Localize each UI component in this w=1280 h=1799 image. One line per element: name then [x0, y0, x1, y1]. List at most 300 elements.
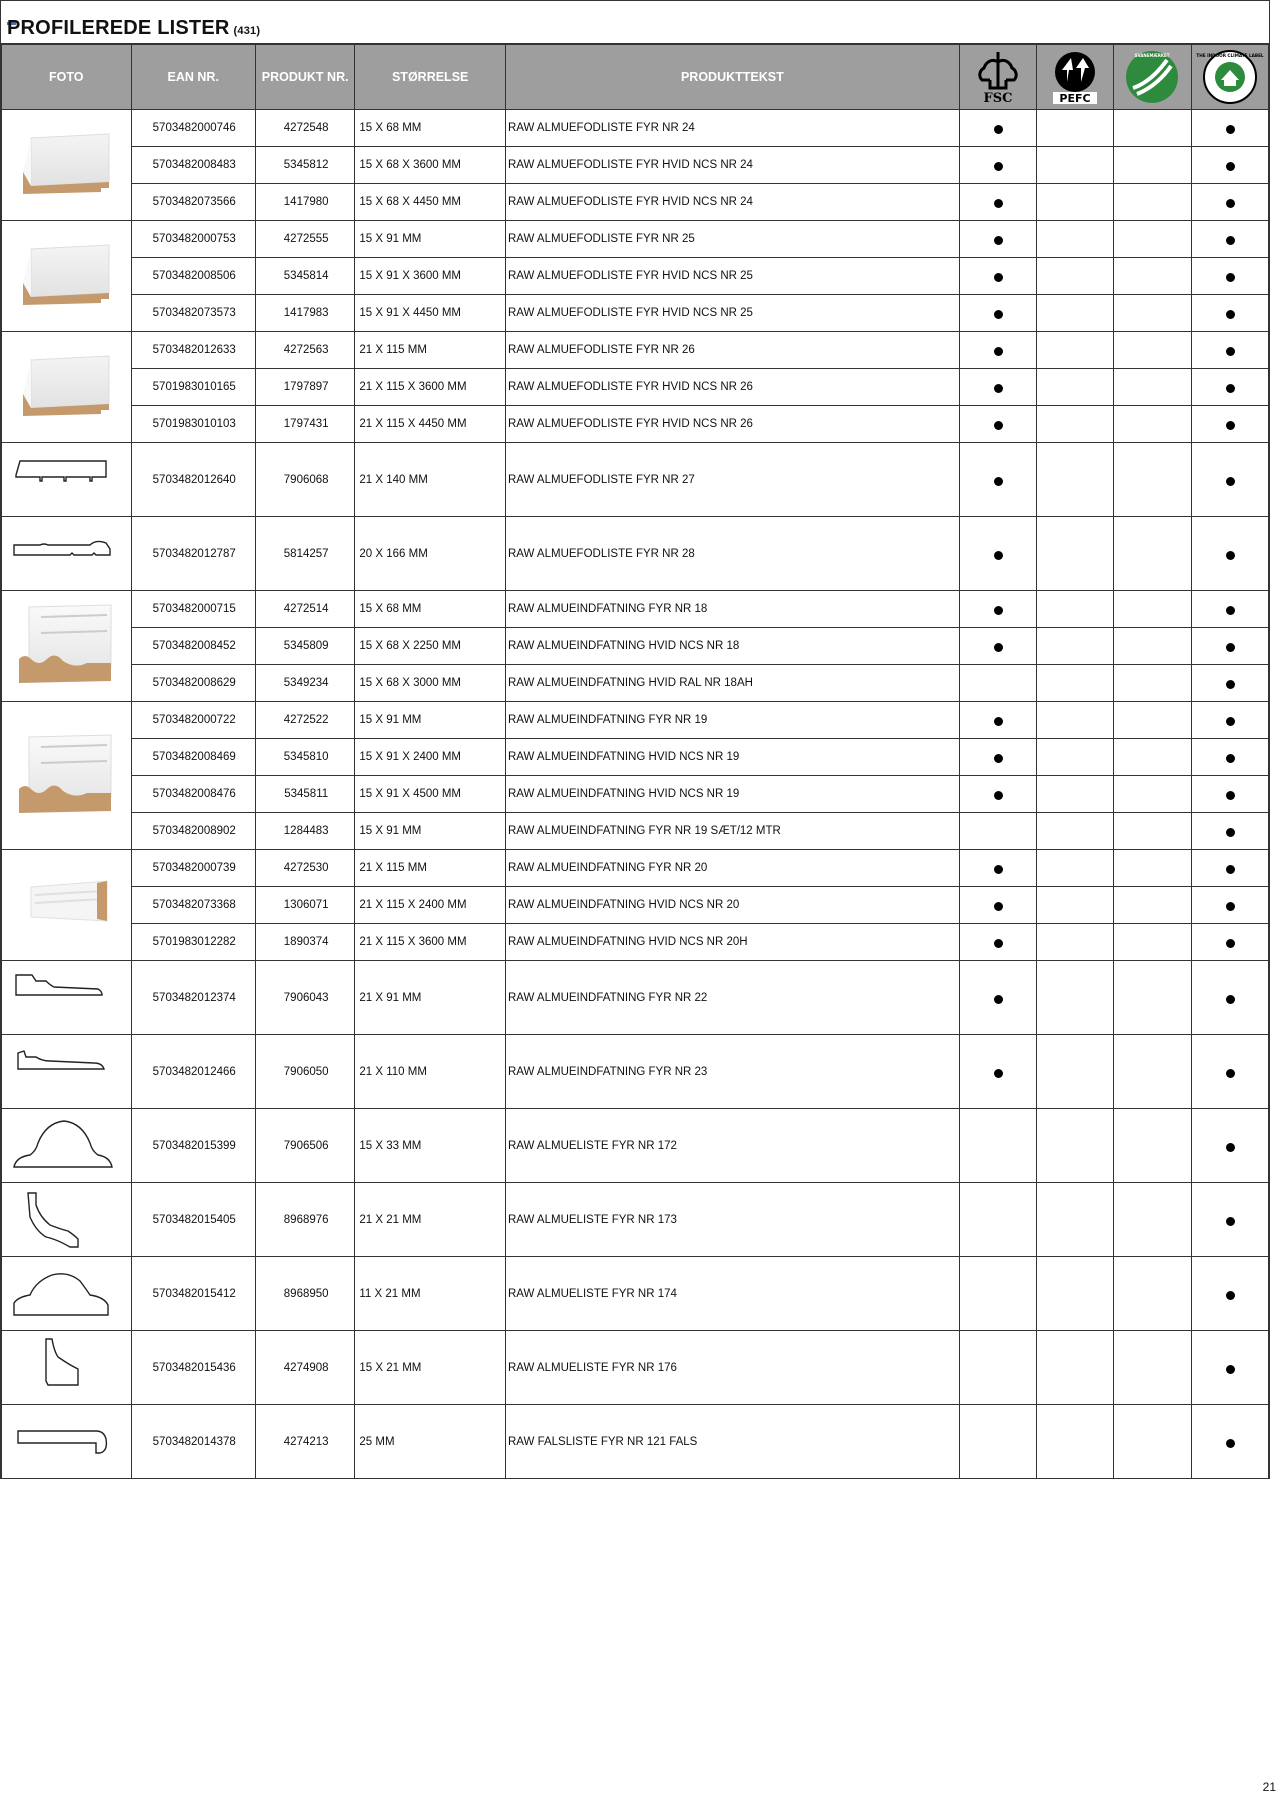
casing-photo-icon [2, 603, 131, 689]
produkt-nr-cell: 5345810 [255, 739, 354, 776]
fsc-mark-cell [959, 406, 1036, 443]
fsc-certified-dot-icon [994, 606, 1003, 615]
produkttekst-cell: RAW ALMUELISTE FYR NR 174 [505, 1257, 959, 1331]
produkt-nr-cell: 5345812 [255, 147, 354, 184]
table-row [2, 258, 1269, 295]
indoor-mark-cell [1191, 850, 1268, 887]
stoerrelse-cell: 21 X 115 X 2400 MM [355, 887, 506, 924]
indoor-certified-dot-icon [1226, 273, 1235, 282]
indoor-certified-dot-icon [1226, 1365, 1235, 1374]
profile-nr28 [2, 517, 132, 591]
produkt-nr-cell: 7906506 [255, 1109, 354, 1183]
indoor-certified-dot-icon [1226, 754, 1235, 763]
baseboard-photo-icon [2, 354, 131, 420]
produkttekst-cell: RAW ALMUEINDFATNING HVID NCS NR 20H [505, 924, 959, 961]
stoerrelse-cell: 15 X 33 MM [355, 1109, 506, 1183]
photo-baseboard-nr24 [2, 110, 132, 221]
produkt-nr-cell: 1284483 [255, 813, 354, 850]
table-row [2, 1109, 1269, 1183]
table-row [2, 665, 1269, 702]
pefc-mark-cell [1037, 147, 1114, 184]
produkttekst-cell: RAW ALMUEFODLISTE FYR NR 28 [505, 517, 959, 591]
indoor-certified-dot-icon [1226, 865, 1235, 874]
produkttekst-cell: RAW ALMUEFODLISTE FYR NR 24 [505, 110, 959, 147]
pefc-mark-cell [1037, 1257, 1114, 1331]
pefc-mark-cell [1037, 517, 1114, 591]
produkt-nr-cell: 1890374 [255, 924, 354, 961]
ean-cell: 5703482008469 [131, 739, 255, 776]
fsc-certified-dot-icon [994, 995, 1003, 1004]
table-row [2, 443, 1269, 517]
indoor-mark-cell [1191, 702, 1268, 739]
stoerrelse-cell: 11 X 21 MM [355, 1257, 506, 1331]
indoor-mark-cell [1191, 628, 1268, 665]
produkttekst-cell: RAW ALMUEINDFATNING FYR NR 22 [505, 961, 959, 1035]
pefc-mark-cell [1037, 628, 1114, 665]
swan-mark-cell [1114, 332, 1191, 369]
fsc-logo-icon [970, 48, 1026, 106]
indoor-mark-cell [1191, 887, 1268, 924]
swan-mark-cell [1114, 221, 1191, 258]
profile-nr121 [2, 1405, 132, 1479]
produkt-nr-cell: 1797897 [255, 369, 354, 406]
produkt-nr-cell: 1417983 [255, 295, 354, 332]
profile-nr174 [2, 1257, 132, 1331]
swan-mark-cell [1114, 924, 1191, 961]
indoor-mark-cell [1191, 1405, 1268, 1479]
indoor-certified-dot-icon [1226, 680, 1235, 689]
stoerrelse-cell: 15 X 91 X 2400 MM [355, 739, 506, 776]
indoor-certified-dot-icon [1226, 162, 1235, 171]
fsc-certified-dot-icon [994, 791, 1003, 800]
indoor-certified-dot-icon [1226, 1069, 1235, 1078]
profile-drawing-icon [2, 965, 131, 1031]
indoor-mark-cell [1191, 813, 1268, 850]
produkttekst-cell: RAW ALMUEFODLISTE FYR NR 26 [505, 332, 959, 369]
swan-mark-cell [1114, 295, 1191, 332]
pefc-mark-cell [1037, 665, 1114, 702]
produkttekst-cell: RAW FALSLISTE FYR NR 121 FALS [505, 1405, 959, 1479]
fsc-certified-dot-icon [994, 865, 1003, 874]
fsc-mark-cell [959, 739, 1036, 776]
produkt-nr-cell: 4272563 [255, 332, 354, 369]
fsc-mark-cell [959, 369, 1036, 406]
header-stoerrelse: STØRRELSE [355, 45, 506, 110]
baseboard-photo-icon [2, 243, 131, 309]
ean-cell: 5703482008902 [131, 813, 255, 850]
page-title [7, 17, 260, 40]
header-ean: EAN NR. [131, 45, 255, 110]
stoerrelse-cell: 21 X 115 X 3600 MM [355, 924, 506, 961]
fsc-mark-cell [959, 887, 1036, 924]
stoerrelse-cell: 21 X 115 MM [355, 850, 506, 887]
table-row [2, 739, 1269, 776]
indoor-mark-cell [1191, 147, 1268, 184]
swan-mark-cell [1114, 1405, 1191, 1479]
profile-nr27 [2, 443, 132, 517]
swan-mark-cell [1114, 1257, 1191, 1331]
ean-cell: 5703482073368 [131, 887, 255, 924]
fsc-certified-dot-icon [994, 384, 1003, 393]
photo-casing-nr19 [2, 702, 132, 850]
stoerrelse-cell: 21 X 115 MM [355, 332, 506, 369]
ean-cell: 5701983010165 [131, 369, 255, 406]
profile-drawing-icon [2, 1187, 131, 1253]
photo-baseboard-nr25 [2, 221, 132, 332]
table-row [2, 369, 1269, 406]
swan-mark-cell [1114, 517, 1191, 591]
swan-mark-cell [1114, 369, 1191, 406]
produkttekst-cell: RAW ALMUEINDFATNING HVID NCS NR 20 [505, 887, 959, 924]
table-row [2, 628, 1269, 665]
produkt-nr-cell: 5345814 [255, 258, 354, 295]
svg-text:SVANEMÆRKET: SVANEMÆRKET [1135, 53, 1170, 58]
table-row [2, 147, 1269, 184]
pefc-mark-cell [1037, 739, 1114, 776]
header-pefc [1037, 45, 1114, 110]
fsc-mark-cell [959, 924, 1036, 961]
swan-mark-cell [1114, 665, 1191, 702]
ean-cell: 5703482073566 [131, 184, 255, 221]
pefc-mark-cell [1037, 850, 1114, 887]
table-row [2, 961, 1269, 1035]
indoor-mark-cell [1191, 406, 1268, 443]
table-row [2, 221, 1269, 258]
produkttekst-cell: RAW ALMUELISTE FYR NR 172 [505, 1109, 959, 1183]
fsc-certified-dot-icon [994, 717, 1003, 726]
profile-drawing-icon [2, 1261, 131, 1327]
produkt-nr-cell: 7906068 [255, 443, 354, 517]
product-table [1, 44, 1269, 1479]
indoor-mark-cell [1191, 591, 1268, 628]
indoor-certified-dot-icon [1226, 939, 1235, 948]
swan-mark-cell [1114, 1035, 1191, 1109]
ean-cell: 5703482000715 [131, 591, 255, 628]
indoor-certified-dot-icon [1226, 1143, 1235, 1152]
produkt-nr-cell: 5345811 [255, 776, 354, 813]
profile-nr172 [2, 1109, 132, 1183]
fsc-certified-dot-icon [994, 939, 1003, 948]
fsc-mark-cell [959, 628, 1036, 665]
produkt-nr-cell: 4272522 [255, 702, 354, 739]
fsc-certified-dot-icon [994, 236, 1003, 245]
fsc-certified-dot-icon [994, 125, 1003, 134]
swan-mark-cell [1114, 110, 1191, 147]
indoor-certified-dot-icon [1226, 421, 1235, 430]
fsc-mark-cell [959, 961, 1036, 1035]
fsc-mark-cell [959, 147, 1036, 184]
table-row [2, 1405, 1269, 1479]
fsc-mark-cell [959, 850, 1036, 887]
table-row [2, 1035, 1269, 1109]
table-row [2, 110, 1269, 147]
indoor-mark-cell [1191, 517, 1268, 591]
indoor-certified-dot-icon [1226, 828, 1235, 837]
swan-mark-cell [1114, 850, 1191, 887]
fsc-mark-cell [959, 813, 1036, 850]
header-produkttekst: PRODUKTTEKST [505, 45, 959, 110]
produkttekst-cell: RAW ALMUEINDFATNING HVID NCS NR 18 [505, 628, 959, 665]
pefc-mark-cell [1037, 776, 1114, 813]
table-row [2, 517, 1269, 591]
produkttekst-cell: RAW ALMUEINDFATNING FYR NR 18 [505, 591, 959, 628]
pefc-mark-cell [1037, 702, 1114, 739]
ean-cell: 5703482000753 [131, 221, 255, 258]
product-rows [2, 110, 1269, 1479]
fsc-certified-dot-icon [994, 643, 1003, 652]
pefc-mark-cell [1037, 1183, 1114, 1257]
ean-cell: 5703482015412 [131, 1257, 255, 1331]
indoor-mark-cell [1191, 332, 1268, 369]
produkttekst-cell: RAW ALMUEINDFATNING FYR NR 23 [505, 1035, 959, 1109]
indoor-certified-dot-icon [1226, 717, 1235, 726]
fsc-certified-dot-icon [994, 421, 1003, 430]
fsc-mark-cell [959, 517, 1036, 591]
indoor-certified-dot-icon [1226, 347, 1235, 356]
indoor-mark-cell [1191, 961, 1268, 1035]
pefc-mark-cell [1037, 221, 1114, 258]
table-row [2, 406, 1269, 443]
swan-mark-cell [1114, 739, 1191, 776]
produkt-nr-cell: 5345809 [255, 628, 354, 665]
pefc-mark-cell [1037, 369, 1114, 406]
indoor-mark-cell [1191, 258, 1268, 295]
pefc-mark-cell [1037, 258, 1114, 295]
produkt-nr-cell: 4274213 [255, 1405, 354, 1479]
header-produkt-nr: PRODUKT NR. [255, 45, 354, 110]
ean-cell: 5703482015436 [131, 1331, 255, 1405]
profile-drawing-icon [2, 1409, 131, 1475]
indoor-mark-cell [1191, 369, 1268, 406]
ean-cell: 5703482008629 [131, 665, 255, 702]
table-row [2, 850, 1269, 887]
svg-text:PEFC: PEFC [1059, 92, 1091, 105]
indoor-mark-cell [1191, 1035, 1268, 1109]
stoerrelse-cell: 15 X 68 X 3600 MM [355, 147, 506, 184]
photo-casing-nr20 [2, 850, 132, 961]
produkttekst-cell: RAW ALMUEINDFATNING FYR NR 19 SÆT/12 MTR [505, 813, 959, 850]
pefc-mark-cell [1037, 1109, 1114, 1183]
ean-cell: 5703482012633 [131, 332, 255, 369]
produkttekst-cell: RAW ALMUELISTE FYR NR 176 [505, 1331, 959, 1405]
table-row [2, 295, 1269, 332]
produkttekst-cell: RAW ALMUEFODLISTE FYR HVID NCS NR 25 [505, 258, 959, 295]
fsc-mark-cell [959, 110, 1036, 147]
indoor-certified-dot-icon [1226, 791, 1235, 800]
stoerrelse-cell: 15 X 68 X 2250 MM [355, 628, 506, 665]
indoor-mark-cell [1191, 1331, 1268, 1405]
ean-cell: 5703482008483 [131, 147, 255, 184]
fsc-certified-dot-icon [994, 551, 1003, 560]
stoerrelse-cell: 21 X 115 X 4450 MM [355, 406, 506, 443]
title-main: PROFILEREDE LISTER [7, 17, 230, 39]
indoor-mark-cell [1191, 924, 1268, 961]
profile-nr173 [2, 1183, 132, 1257]
indoor-mark-cell [1191, 1183, 1268, 1257]
profile-nr23 [2, 1035, 132, 1109]
produkt-nr-cell: 7906050 [255, 1035, 354, 1109]
indoor-mark-cell [1191, 221, 1268, 258]
table-header-row [2, 45, 1269, 110]
table-row [2, 184, 1269, 221]
fsc-mark-cell [959, 1183, 1036, 1257]
fsc-mark-cell [959, 1331, 1036, 1405]
pefc-mark-cell [1037, 406, 1114, 443]
swan-mark-cell [1114, 1331, 1191, 1405]
ean-cell: 5703482073573 [131, 295, 255, 332]
indoor-mark-cell [1191, 110, 1268, 147]
baseboard-photo-icon [2, 132, 131, 198]
indoor-climate-label-icon [1196, 48, 1264, 106]
stoerrelse-cell: 15 X 68 X 3000 MM [355, 665, 506, 702]
casing-photo-icon [2, 867, 131, 943]
indoor-mark-cell [1191, 184, 1268, 221]
produkt-nr-cell: 4272514 [255, 591, 354, 628]
profile-drawing-icon [2, 1335, 131, 1401]
stoerrelse-cell: 21 X 21 MM [355, 1183, 506, 1257]
stoerrelse-cell: 15 X 68 MM [355, 591, 506, 628]
produkt-nr-cell: 1306071 [255, 887, 354, 924]
indoor-mark-cell [1191, 739, 1268, 776]
swan-mark-cell [1114, 443, 1191, 517]
ean-cell: 5703482012374 [131, 961, 255, 1035]
swan-mark-cell [1114, 628, 1191, 665]
svg-text:FSC: FSC [983, 91, 1013, 106]
indoor-certified-dot-icon [1226, 551, 1235, 560]
fsc-mark-cell [959, 776, 1036, 813]
indoor-certified-dot-icon [1226, 125, 1235, 134]
table-row [2, 1331, 1269, 1405]
stoerrelse-cell: 15 X 91 MM [355, 702, 506, 739]
stoerrelse-cell: 21 X 110 MM [355, 1035, 506, 1109]
swan-mark-cell [1114, 1109, 1191, 1183]
indoor-certified-dot-icon [1226, 199, 1235, 208]
ean-cell: 5703482008452 [131, 628, 255, 665]
fsc-certified-dot-icon [994, 199, 1003, 208]
table-row [2, 813, 1269, 850]
produkttekst-cell: RAW ALMUEINDFATNING FYR NR 19 [505, 702, 959, 739]
table-row [2, 591, 1269, 628]
produkttekst-cell: RAW ALMUEFODLISTE FYR HVID NCS NR 24 [505, 184, 959, 221]
stoerrelse-cell: 20 X 166 MM [355, 517, 506, 591]
pefc-mark-cell [1037, 961, 1114, 1035]
produkt-nr-cell: 5349234 [255, 665, 354, 702]
pefc-mark-cell [1037, 924, 1114, 961]
fsc-mark-cell [959, 1109, 1036, 1183]
stoerrelse-cell: 21 X 115 X 3600 MM [355, 369, 506, 406]
header-swan [1114, 45, 1191, 110]
fsc-mark-cell [959, 1405, 1036, 1479]
pefc-mark-cell [1037, 1035, 1114, 1109]
swan-mark-cell [1114, 258, 1191, 295]
produkttekst-cell: RAW ALMUELISTE FYR NR 173 [505, 1183, 959, 1257]
fsc-certified-dot-icon [994, 310, 1003, 319]
indoor-mark-cell [1191, 295, 1268, 332]
swan-mark-cell [1114, 961, 1191, 1035]
produkttekst-cell: RAW ALMUEFODLISTE FYR HVID NCS NR 25 [505, 295, 959, 332]
fsc-certified-dot-icon [994, 162, 1003, 171]
indoor-certified-dot-icon [1226, 995, 1235, 1004]
stoerrelse-cell: 15 X 91 MM [355, 221, 506, 258]
table-row [2, 924, 1269, 961]
pefc-mark-cell [1037, 1405, 1114, 1479]
swan-mark-cell [1114, 406, 1191, 443]
photo-baseboard-nr26 [2, 332, 132, 443]
swan-mark-cell [1114, 1183, 1191, 1257]
indoor-certified-dot-icon [1226, 1217, 1235, 1226]
table-row [2, 776, 1269, 813]
indoor-certified-dot-icon [1226, 643, 1235, 652]
page-number: 21 [1262, 1780, 1276, 1794]
table-row [2, 887, 1269, 924]
profile-drawing-icon [2, 447, 131, 513]
ean-cell: 5703482012466 [131, 1035, 255, 1109]
pefc-logo-icon [1045, 48, 1105, 106]
photo-casing-nr18 [2, 591, 132, 702]
header-foto: FOTO [2, 45, 132, 110]
table-row [2, 332, 1269, 369]
indoor-mark-cell [1191, 665, 1268, 702]
stoerrelse-cell: 15 X 91 MM [355, 813, 506, 850]
pefc-mark-cell [1037, 332, 1114, 369]
fsc-mark-cell [959, 591, 1036, 628]
ean-cell: 5703482014378 [131, 1405, 255, 1479]
produkttekst-cell: RAW ALMUEINDFATNING HVID NCS NR 19 [505, 776, 959, 813]
indoor-certified-dot-icon [1226, 902, 1235, 911]
produkt-nr-cell: 8968976 [255, 1183, 354, 1257]
ean-cell: 5703482015399 [131, 1109, 255, 1183]
fsc-certified-dot-icon [994, 1069, 1003, 1078]
stoerrelse-cell: 21 X 140 MM [355, 443, 506, 517]
indoor-certified-dot-icon [1226, 606, 1235, 615]
fsc-mark-cell [959, 1035, 1036, 1109]
swan-mark-cell [1114, 591, 1191, 628]
swan-mark-cell [1114, 147, 1191, 184]
produkttekst-cell: RAW ALMUEINDFATNING HVID NCS NR 19 [505, 739, 959, 776]
fsc-mark-cell [959, 443, 1036, 517]
casing-photo-icon [2, 733, 131, 819]
ean-cell: 5703482008506 [131, 258, 255, 295]
swan-ecolabel-icon [1123, 48, 1181, 106]
pefc-mark-cell [1037, 184, 1114, 221]
indoor-certified-dot-icon [1226, 236, 1235, 245]
table-row [2, 1183, 1269, 1257]
profile-drawing-icon [2, 1113, 131, 1179]
fsc-mark-cell [959, 1257, 1036, 1331]
ean-cell: 5703482000739 [131, 850, 255, 887]
ean-cell: 5703482012640 [131, 443, 255, 517]
ean-cell: 5701983012282 [131, 924, 255, 961]
produkttekst-cell: RAW ALMUEFODLISTE FYR HVID NCS NR 26 [505, 406, 959, 443]
pefc-mark-cell [1037, 1331, 1114, 1405]
indoor-certified-dot-icon [1226, 1291, 1235, 1300]
ean-cell: 5703482012787 [131, 517, 255, 591]
stoerrelse-cell: 15 X 21 MM [355, 1331, 506, 1405]
pefc-mark-cell [1037, 110, 1114, 147]
pefc-mark-cell [1037, 591, 1114, 628]
stoerrelse-cell: 15 X 91 X 4450 MM [355, 295, 506, 332]
fsc-mark-cell [959, 184, 1036, 221]
produkttekst-cell: RAW ALMUEFODLISTE FYR NR 25 [505, 221, 959, 258]
profile-nr176 [2, 1331, 132, 1405]
fsc-mark-cell [959, 221, 1036, 258]
swan-mark-cell [1114, 776, 1191, 813]
produkttekst-cell: RAW ALMUEFODLISTE FYR HVID NCS NR 26 [505, 369, 959, 406]
table-row [2, 702, 1269, 739]
produkt-nr-cell: 4272555 [255, 221, 354, 258]
swan-mark-cell [1114, 887, 1191, 924]
svg-text:THE INDOOR CLIMATE LABEL: THE INDOOR CLIMATE LABEL [1196, 53, 1264, 58]
